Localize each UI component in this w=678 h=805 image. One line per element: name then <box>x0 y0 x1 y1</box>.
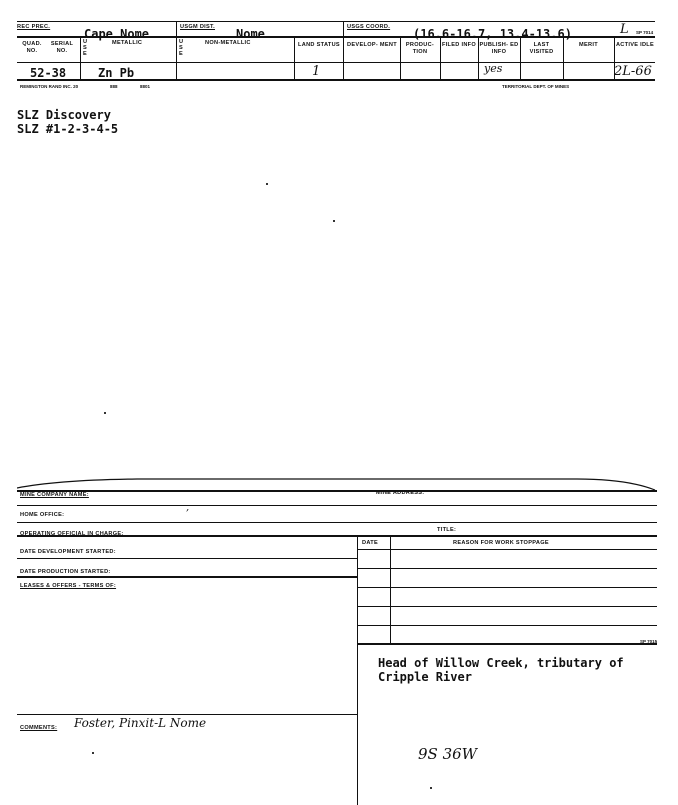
code-2: 8801 <box>140 84 151 89</box>
comments-label: COMMENTS: <box>20 725 58 731</box>
mine-company-name-label: MINE COMPANY NAME: <box>20 492 89 498</box>
usgs-coord-value: (16.6-16.7, 13.4-13.6) <box>413 27 572 41</box>
body-line-2: SLZ #1-2-3-4-5 <box>17 122 119 136</box>
speck <box>266 183 268 185</box>
mine-address-label: MINE ADDRESS: <box>376 490 425 496</box>
rec-prec-label: REC PREC. <box>17 24 51 30</box>
date-dev-started-label: DATE DEVELOPMENT STARTED: <box>20 549 116 555</box>
location-line-1: Head of Willow Creek, tributary of <box>378 656 624 670</box>
metallic-value: Zn Pb <box>98 66 135 80</box>
active-idle-value: 2L-66 <box>614 64 652 79</box>
location-line-2: Cripple River <box>378 670 472 684</box>
operating-official-label: OPERATING OFFICIAL IN CHARGE: <box>20 531 124 537</box>
speck <box>430 787 432 789</box>
comments-value: Foster, Pinxit-L Nome <box>74 716 207 730</box>
col-merit: MERIT <box>579 42 598 48</box>
rule <box>17 62 655 63</box>
code-1: 888 <box>110 84 118 89</box>
usgs-coord-label: USGS COORD. <box>347 24 391 30</box>
col-metallic: METALLIC <box>112 40 143 46</box>
col-production: PRODUC- TION <box>405 42 435 55</box>
speck <box>104 412 106 414</box>
corner-mark: L <box>620 22 629 37</box>
col-development: DEVELOP- MENT <box>347 42 397 48</box>
form-number: SP 7014 <box>636 30 654 35</box>
township-range: 9S 36W <box>418 745 478 763</box>
rec-prec-value: Cape Nome <box>84 27 150 41</box>
speck <box>92 752 94 754</box>
col-use-2: U S E <box>179 39 184 57</box>
home-office-label: HOME OFFICE: <box>20 512 65 518</box>
date-column-header: DATE <box>362 540 379 546</box>
col-last-visited: LAST VISITED <box>529 42 554 55</box>
date-prod-started-label: DATE PRODUCTION STARTED: <box>20 569 111 575</box>
col-use: U S E <box>83 39 88 57</box>
leases-offers-label: LEASES & OFFERS - TERMS OF: <box>20 583 117 589</box>
land-status-value: 1 <box>312 64 321 79</box>
col-serial-no: SERIAL NO. <box>50 41 74 54</box>
published-info-value: yes <box>484 62 503 75</box>
col-filed-info: FILED INFO <box>441 42 477 48</box>
col-non-metallic: NON-METALLIC <box>205 40 251 46</box>
quad-serial-value: 52-38 <box>30 66 67 80</box>
department-label: TERRITORIAL DEPT. OF MINES <box>502 84 570 89</box>
col-quad-no: QUAD. NO. <box>22 41 42 54</box>
speck <box>333 220 335 222</box>
form-number-2: SP 7015 <box>640 639 658 644</box>
reason-column-header: REASON FOR WORK STOPPAGE <box>453 540 549 546</box>
col-published-info: PUBLISH- ED INFO <box>479 42 519 55</box>
printer-label: REMINGTON RAND INC. 20 <box>20 84 79 89</box>
col-land-status: LAND STATUS <box>298 42 340 48</box>
title-label: TITLE: <box>437 527 457 533</box>
usgm-dist-label: USGM DIST. <box>180 24 216 30</box>
rule <box>17 21 655 22</box>
pen-mark: , <box>186 502 190 513</box>
body-line-1: SLZ Discovery <box>17 108 111 122</box>
usgm-dist-value: Nome <box>236 27 265 41</box>
col-active-idle: ACTIVE IDLE <box>615 42 655 48</box>
